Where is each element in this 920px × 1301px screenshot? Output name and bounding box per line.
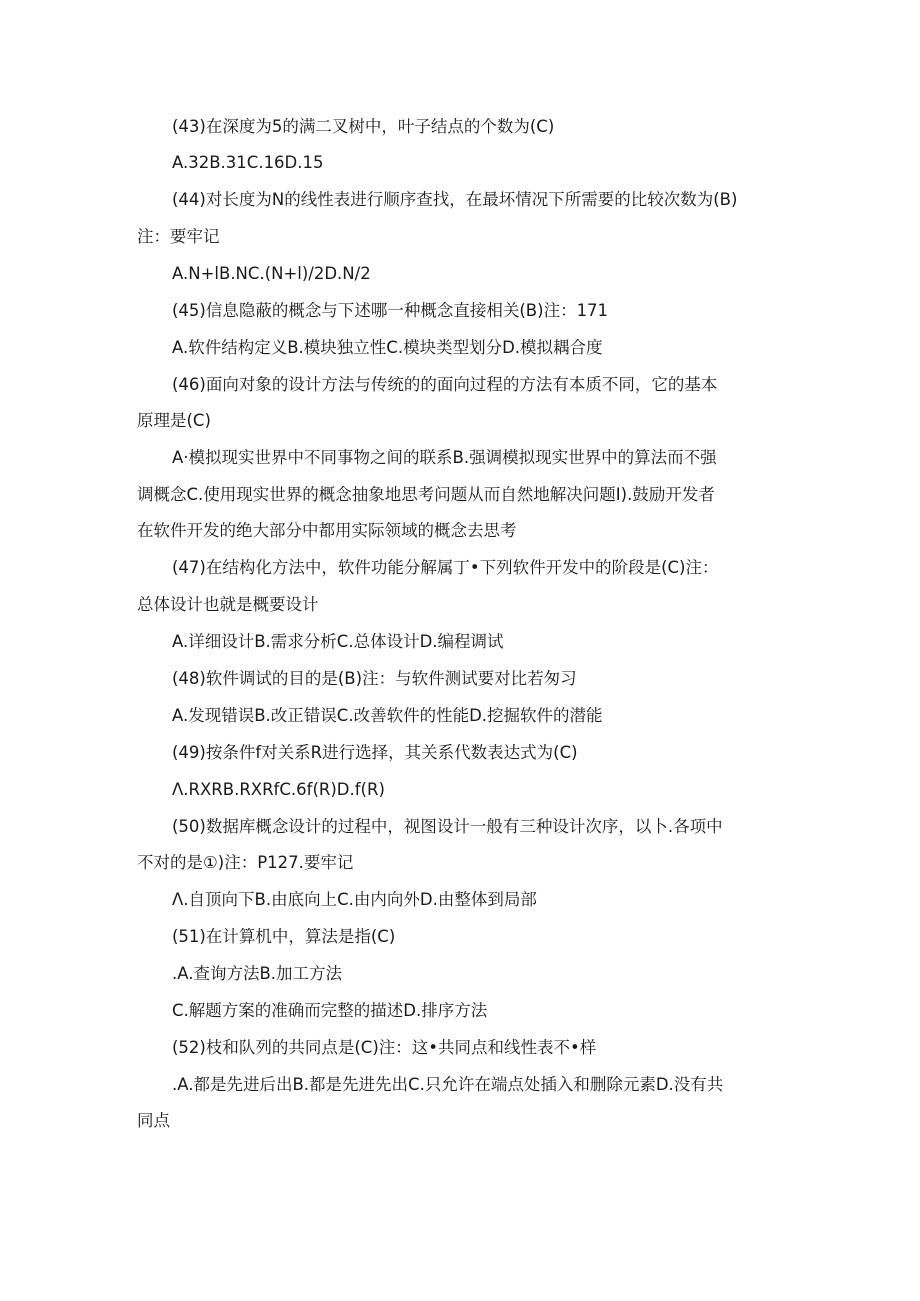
options-48: A.发现错误B.改正错误C.改善软件的性能D.挖掘软件的潜能 [172,706,603,725]
question-45: (45)信息隐蔽的概念与下述哪一种概念直接相关(B)注：171 [172,301,609,320]
question-44: (44)对长度为N的线性表进行顺序查找，在最坏情况下所需要的比较次数为(B) [172,190,738,209]
question-47-note: 总体设计也就是概要设计 [137,595,319,614]
question-52: (52)枝和队列的共同点是(C)注：这•共同点和线性表不•样 [172,1038,597,1057]
options-46-line3: 在软件开发的绝大部分中都用实际领域的概念去思考 [137,521,517,540]
options-47: A.详细设计B.需求分析C.总体设计D.编程调试 [172,632,504,651]
question-47: (47)在结构化方法中，软件功能分解属丁•下列软件开发中的阶段是(C)注： [172,558,719,577]
question-46: (46)面向对象的设计方法与传统的的面向过程的方法有本质不同，它的基本 [172,375,718,394]
question-46-cont: 原理是(C) [137,411,211,430]
question-44-note: 注：要牢记 [137,227,220,246]
options-51-line1: .A.查询方法B.加工方法 [172,964,343,983]
options-43: A.32B.31C.16D.15 [172,153,324,172]
question-50-cont: 不对的是①)注：P127.要牢记 [137,853,354,872]
question-43: (43)在深度为5的满二叉树中，叶子结点的个数为(C) [172,117,555,136]
question-48: (48)软件调试的目的是(B)注：与软件测试要对比若匆习 [172,669,577,688]
options-50: Λ.自顶向下B.由底向上C.由内向外D.由整体到局部 [172,890,537,909]
options-51-line2: C.解题方案的准确而完整的描述D.排序方法 [172,1001,488,1020]
options-52-cont: 同点 [137,1111,170,1130]
options-46-line1: A·模拟现实世界中不同事物之间的联系B.强调模拟现实世界中的算法而不强 [172,448,717,467]
question-49: (49)按条件f对关系R进行选择，其关系代数表达式为(C) [172,743,578,762]
question-51: (51)在计算机中，算法是指(C) [172,927,396,946]
options-52: .A.都是先进后出B.都是先进先出C.只允许在端点处插入和删除元素D.没有共 [172,1075,724,1094]
options-49: Λ.RXRB.RXRfC.6f(R)D.f(R) [172,780,385,799]
options-46-line2: 调概念C.使用现实世界的概念抽象地思考问题从而自然地解决问题I).鼓励开发者 [137,485,715,504]
options-45: A.软件结构定义B.模块独立性C.模块类型划分D.模拟耦合度 [172,338,603,357]
options-44: A.N+lB.NC.(N+l)/2D.N/2 [172,264,371,283]
question-50: (50)数据库概念设计的过程中，视图设计一般有三种设计次序，以卜.各项中 [172,817,723,836]
